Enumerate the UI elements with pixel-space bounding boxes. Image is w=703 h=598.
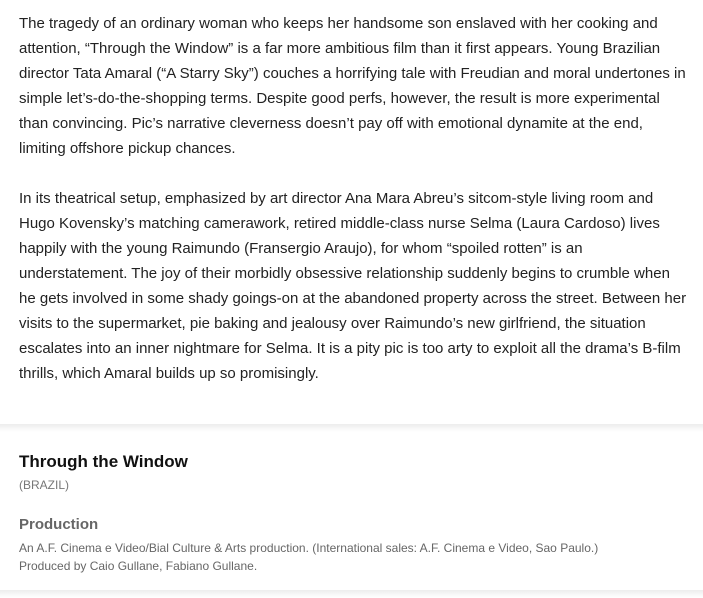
review-paragraph-2: In its theatrical setup, emphasized by art director Ana Mara Abreu’s sitcom-style living room and Hugo Kovensky’s matching camerawork, retired middle-class nurse Selma (Laura Cardoso) lives happily with the young Raimundo (Fransergio Araujo), for whom “spoiled rotten” is an understatement. The joy of their morbidly obsessive relationship suddenly begins to crumble when he gets involved in some shady goings-on at the abandoned property across the street. Between her visits to the supermarket, pie baking and jealousy over Raimundo’s new girlfriend, the situation escalates into an inner nightmare for Selma. It is a pity pic is too arty to exploit all the drama’s B-film thrills, which Amaral builds up so promisingly.: [19, 190, 687, 382]
review-body: [19, 11, 687, 386]
film-country: (BRAZIL): [19, 478, 70, 492]
production-credit-line-2: Produced by Caio Gullane, Fabiano Gullane.: [19, 559, 258, 573]
section-divider-bottom: [0, 590, 703, 598]
production-credit-line-1: An A.F. Cinema e Video/Bial Culture & Arts production. (International sales: A.F. Cinema e Video, Sao Paulo.): [19, 541, 599, 555]
review-paragraph-1: The tragedy of an ordinary woman who keeps her handsome son enslaved with her cooking and attention, “Through the Window” is a far more ambitious film than it first appears. Young Brazilian director Tata Amaral (“A Starry Sky”) couches a horrifying tale with Freudian and moral undertones in simple let’s-do-the-shopping terms. Despite good perfs, however, the result is more experimental than convincing. Pic’s narrative cleverness doesn’t pay off with emotional dynamite at the end, limiting offshore pickup chances.: [19, 15, 686, 157]
film-title: Through the Window: [19, 452, 188, 471]
production-heading: Production: [19, 516, 99, 533]
section-divider-top: [0, 424, 703, 432]
production-credits: [19, 539, 689, 575]
